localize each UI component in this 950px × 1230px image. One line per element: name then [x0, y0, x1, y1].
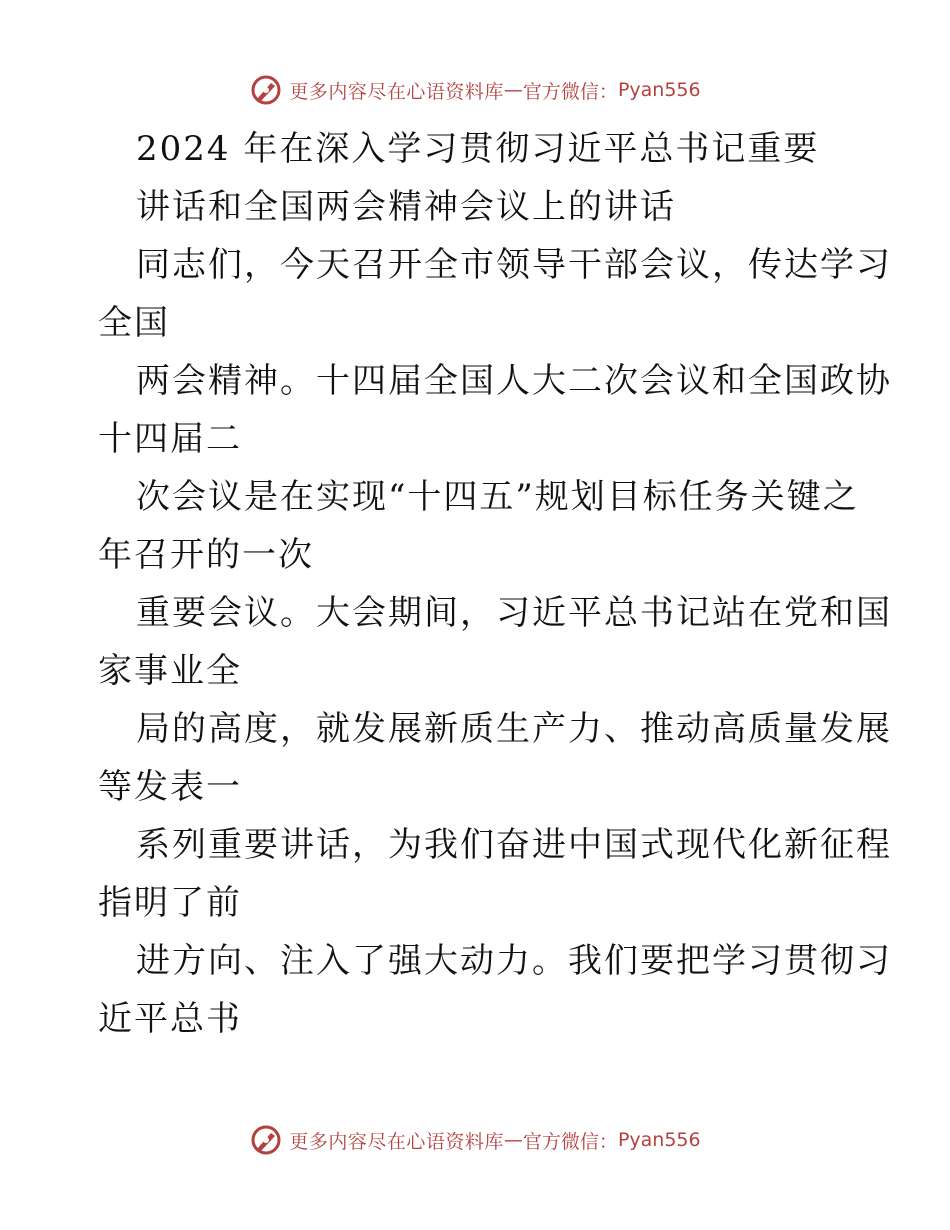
- brand-text: 更多内容尽在心语资料库: [289, 80, 504, 103]
- banner-separator: —: [503, 79, 523, 101]
- contact-id: Pyan556: [617, 1129, 701, 1151]
- document-body: [98, 120, 892, 1048]
- text-line: 局的高度，就发展新质生产力、推动高质量发展: [136, 709, 892, 749]
- contact-label: 官方微信：: [522, 80, 618, 103]
- pen-swirl-logo-icon: [249, 1123, 283, 1157]
- text-line: 十四届二: [98, 419, 242, 459]
- text-line: 两会精神。十四届全国人大二次会议和全国政协: [136, 361, 892, 401]
- text-line: 指明了前: [98, 883, 242, 923]
- header-banner: [0, 70, 950, 110]
- banner-separator: —: [503, 1129, 523, 1151]
- text-line: 等发表一: [98, 767, 242, 807]
- text-line: 2024 年在深入学习贯彻习近平总书记重要: [136, 129, 820, 169]
- contact-label: 官方微信：: [522, 1130, 618, 1153]
- text-line: 讲话和全国两会精神会议上的讲话: [136, 187, 676, 227]
- text-line: 同志们，今天召开全市领导干部会议，传达学习: [136, 245, 892, 285]
- text-line: 全国: [98, 303, 170, 343]
- contact-id: Pyan556: [617, 79, 701, 101]
- brand-text: 更多内容尽在心语资料库: [289, 1130, 504, 1153]
- text-line: 系列重要讲话，为我们奋进中国式现代化新征程: [136, 825, 892, 865]
- text-line: 家事业全: [98, 651, 242, 691]
- text-line: 年召开的一次: [98, 535, 314, 575]
- text-line: 进方向、注入了强大动力。我们要把学习贯彻习: [136, 941, 892, 981]
- text-line: 重要会议。大会期间，习近平总书记站在党和国: [136, 593, 892, 633]
- pen-swirl-logo-icon: [249, 73, 283, 107]
- footer-banner: [0, 1120, 950, 1160]
- text-line: 近平总书: [98, 999, 242, 1039]
- text-line: 次会议是在实现“十四五”规划目标任务关键之: [136, 477, 859, 517]
